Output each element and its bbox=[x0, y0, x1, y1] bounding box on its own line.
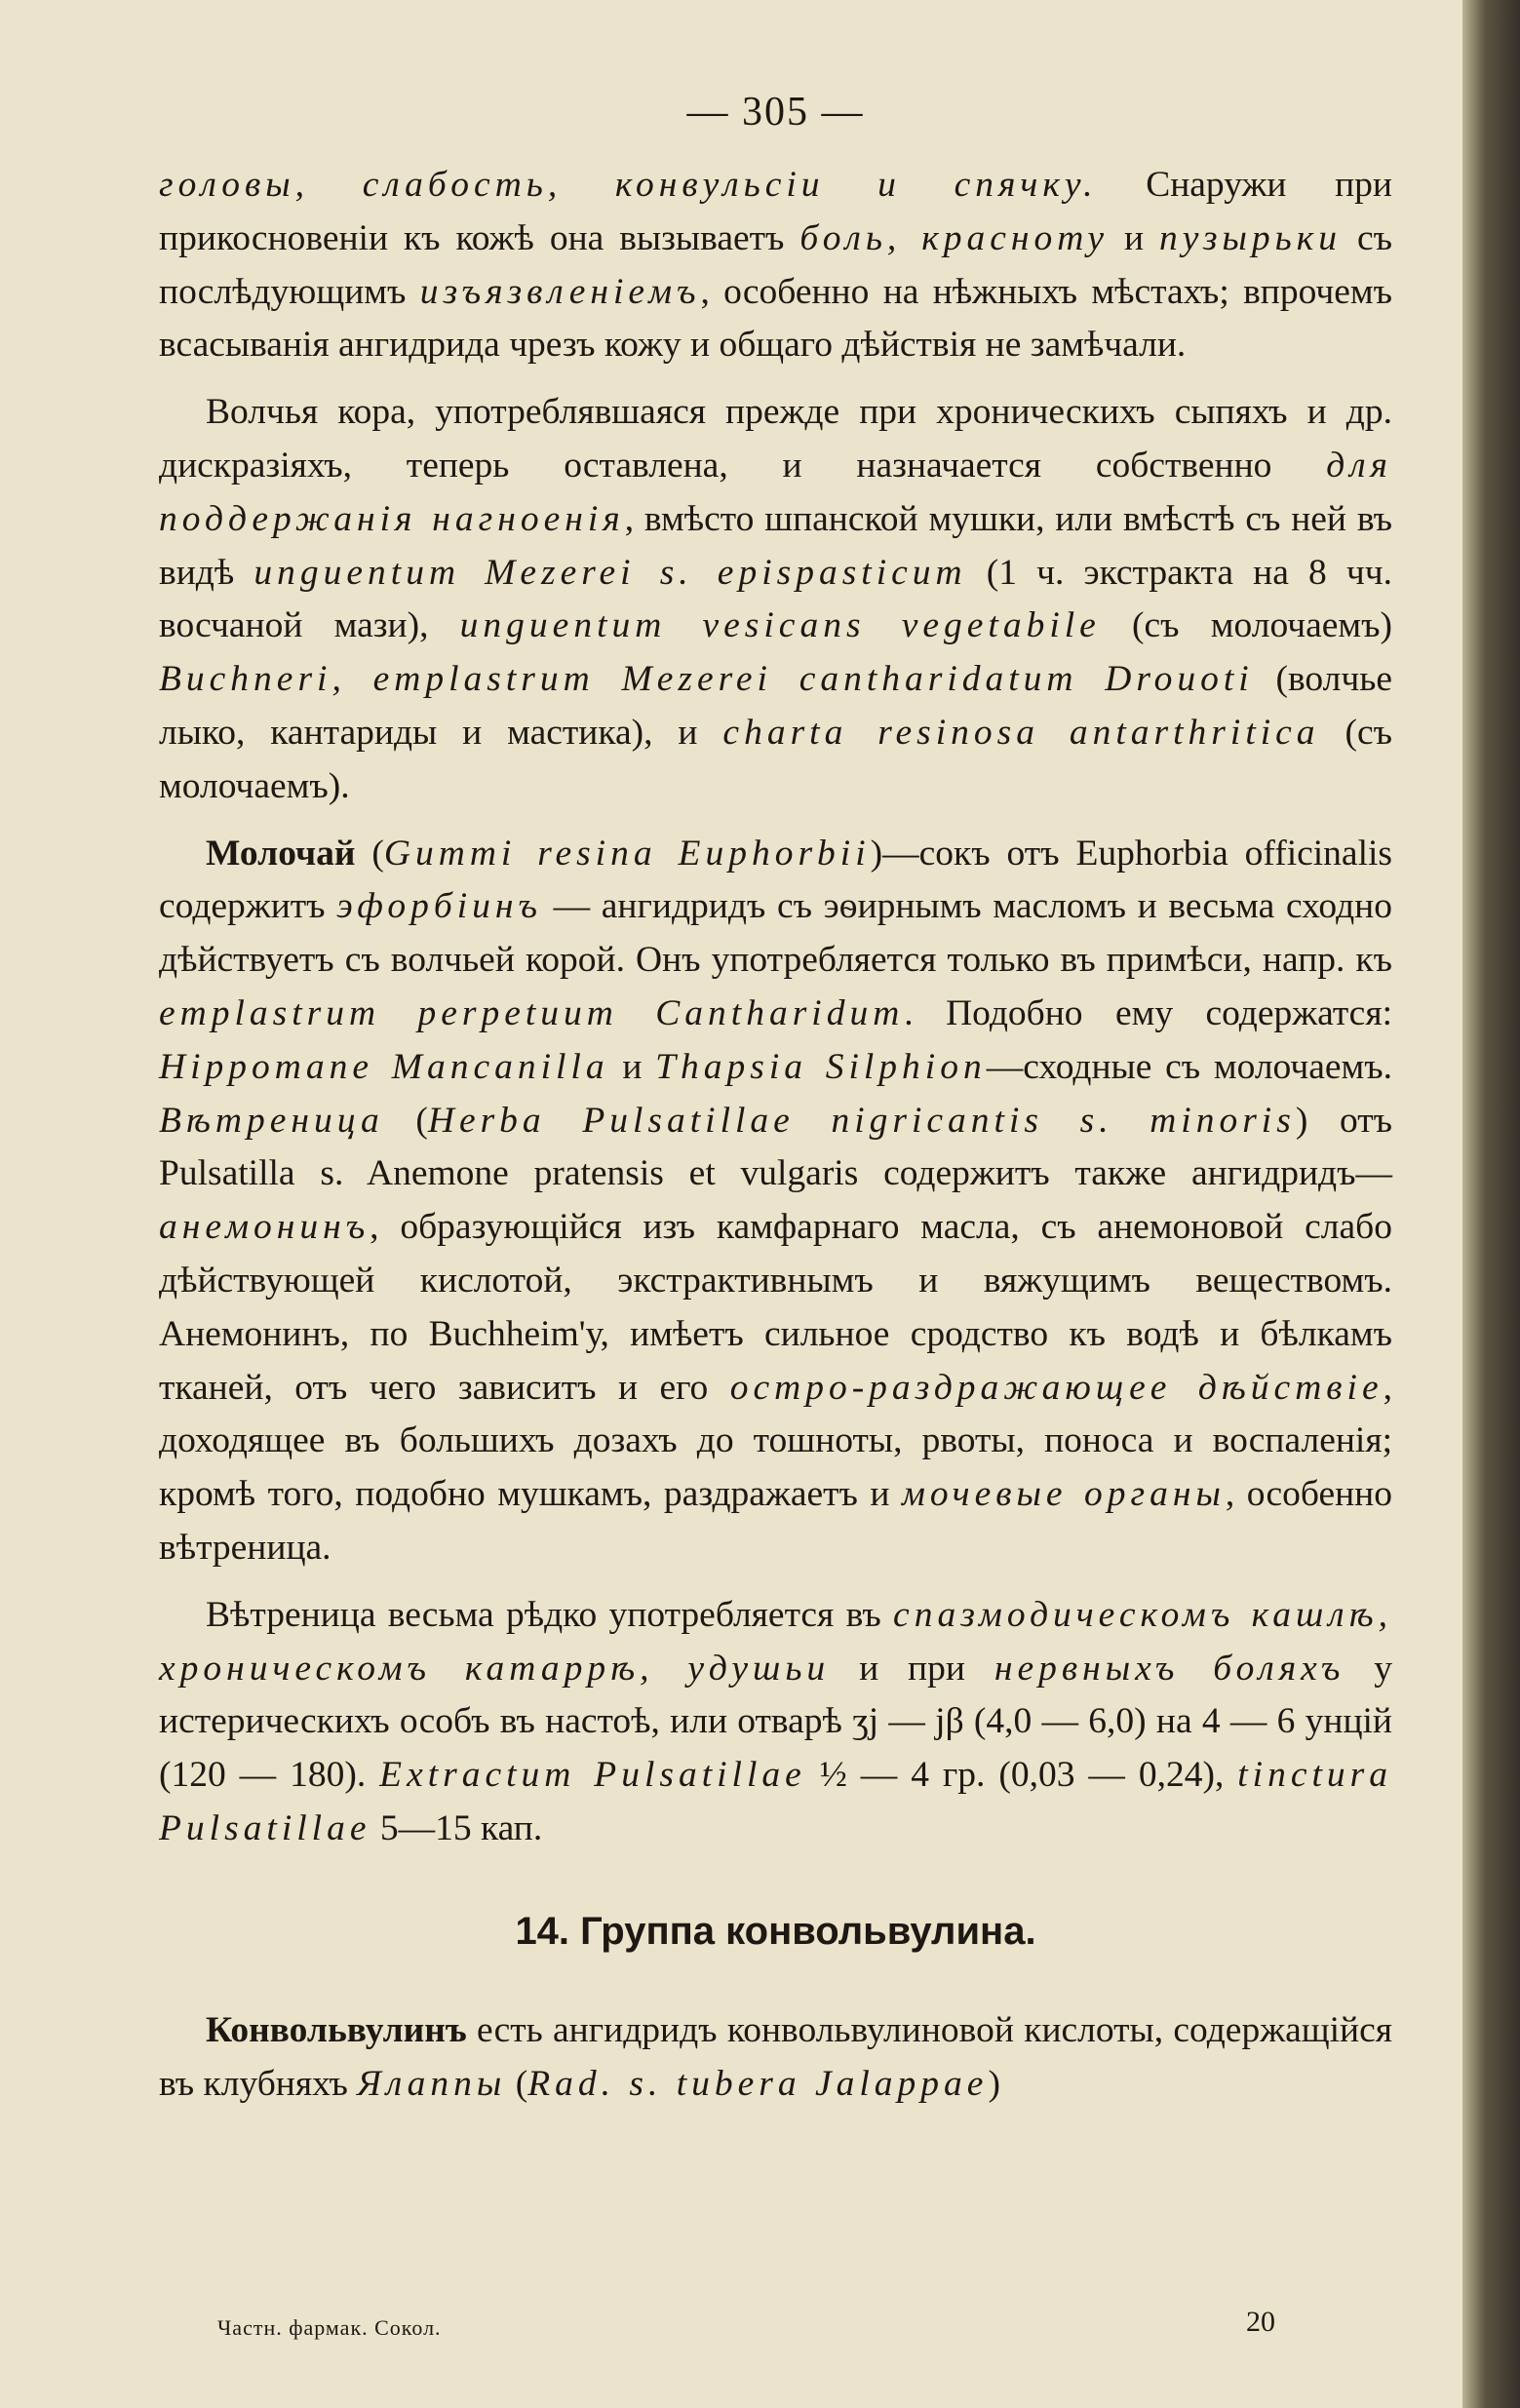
emphasized-term: charta resinosa antarthritica bbox=[722, 712, 1320, 753]
body-text bbox=[159, 159, 1392, 1856]
emphasized-term: нервныхъ боляхъ bbox=[994, 1648, 1345, 1689]
emphasized-term: Gummi resina Euphorbii bbox=[383, 833, 871, 874]
emphasized-term: мочевые органы bbox=[901, 1474, 1226, 1515]
text-run: 5—15 кап. bbox=[370, 1807, 543, 1848]
text-run: , вмѣсто шпанской мушки, или вмѣстѣ съ ней въ видѣ bbox=[159, 498, 1392, 593]
emphasized-term: спазмодическомъ кашлѣ, хроническомъ катаррѣ, удушьи bbox=[159, 1594, 1392, 1689]
text-run: , образующійся изъ камфарнаго масла, съ анемоновой слабо дѣйствующей кислотой, экстрактивнымъ и вяжущимъ веществомъ. Анемонинъ, по Buchheim'у, имѣетъ сильное сродство къ водѣ и бѣлкамъ тканей, отъ чего зависитъ и его bbox=[159, 1207, 1392, 1408]
emphasized-term: unguentum Mezerei s. epispasticum bbox=[253, 552, 967, 593]
text-run: есть ангидридъ конвольвулиновой кислоты, содержащійся въ клубняхъ bbox=[159, 2009, 1392, 2104]
emphasized-term: боль, красноту bbox=[799, 217, 1110, 258]
text-run: ( bbox=[383, 1100, 428, 1141]
emphasized-term: unguentum vesicans vegetabile bbox=[459, 605, 1101, 646]
paragraph bbox=[159, 828, 1392, 1575]
emphasized-term: emplastrum perpetuum Cantharidum bbox=[159, 992, 905, 1033]
emphasized-term: пузырьки bbox=[1158, 217, 1343, 258]
text-run: (съ молочаемъ) bbox=[1100, 605, 1392, 646]
emphasized-term: головы, слабость, конвульсіи и спячку. bbox=[159, 165, 1098, 205]
text-run: , особенно на нѣжныхъ мѣстахъ; впрочемъ всасыванія ангидрида чрезъ кожу и общаго дѣйствія не замѣчали. bbox=[159, 271, 1392, 366]
page-footer bbox=[159, 2306, 1392, 2345]
text-run: Снаружи при прикосновеніи къ кожѣ она вызываетъ bbox=[159, 165, 1392, 258]
text-run: Вѣтреница весьма рѣдко употребляется въ bbox=[206, 1594, 894, 1635]
text-run: и при bbox=[830, 1648, 994, 1689]
emphasized-term: Hippomane Mancanilla bbox=[159, 1046, 609, 1087]
bold-term: Молочай bbox=[206, 833, 356, 874]
paragraph bbox=[159, 1589, 1392, 1856]
sheet-number: 20 bbox=[1246, 2306, 1275, 2338]
text-run: (волчье лыко, кантариды и мастика), и bbox=[159, 659, 1392, 753]
emphasized-term: Thapsia Silphion bbox=[655, 1046, 987, 1087]
emphasized-term: анемонинъ bbox=[159, 1207, 370, 1248]
text-run: ) отъ Pulsatilla s. Anemone pratensis et vulgaris содержитъ также ангидридъ— bbox=[159, 1100, 1392, 1194]
text-run: и bbox=[608, 1046, 656, 1087]
text-run: ½ — 4 гр. (0,03 — 0,24), bbox=[805, 1755, 1238, 1796]
emphasized-term: Ялаппы bbox=[357, 2063, 507, 2104]
emphasized-term: Herba Pulsatillae nigricantis s. minoris bbox=[427, 1100, 1296, 1141]
text-run: (1 ч. экстракта на 8 чч. восчаной мази), bbox=[159, 552, 1393, 646]
emphasized-term: Вѣтреница bbox=[159, 1100, 384, 1141]
text-run: ) bbox=[988, 2063, 1000, 2104]
emphasized-term: изъязвленіемъ bbox=[419, 271, 701, 312]
text-run: )—сокъ отъ Euphorbia officinalis содержитъ bbox=[159, 833, 1392, 927]
last-paragraph-container bbox=[159, 2004, 1392, 2112]
text-run: ( bbox=[506, 2063, 528, 2104]
text-run: ( bbox=[355, 833, 384, 874]
bold-term: Конвольвулинъ bbox=[206, 2009, 467, 2050]
book-edge-shadow bbox=[1462, 0, 1520, 2408]
printer-signature: Частн. фармак. Сокол. bbox=[217, 2315, 442, 2340]
text-run: . Подобно ему содержатся: bbox=[904, 992, 1392, 1033]
text-run: съ послѣдующимъ bbox=[159, 217, 1392, 312]
paragraph bbox=[159, 159, 1392, 372]
emphasized-term: эфорбіинъ bbox=[336, 886, 542, 927]
page-header: — 305 — bbox=[686, 90, 865, 135]
text-run: (съ молочаемъ). bbox=[159, 712, 1392, 806]
paragraph bbox=[159, 2004, 1392, 2112]
emphasized-term: tinctura Pulsatillae bbox=[159, 1755, 1392, 1848]
emphasized-term: Buchneri, emplastrum Mezerei cantharidatum Drouoti bbox=[159, 659, 1254, 700]
text-run: , доходящее въ большихъ дозахъ до тошноты, рвоты, поноса и воспаленія; кромѣ того, подобно мушкамъ, раздражаетъ и bbox=[159, 1367, 1392, 1515]
emphasized-term: Extractum Pulsatillae bbox=[379, 1755, 806, 1796]
text-run: у истерическихъ особъ въ настоѣ, или отварѣ ʒj — jβ (4,0 — 6,0) на 4 — 6 унцій (120 — 180). bbox=[159, 1648, 1393, 1796]
text-run: — ангидридъ съ эѳирнымъ масломъ и весьма сходно дѣйствуетъ съ волчьей корой. Онъ употребляется только въ примѣси, напр. къ bbox=[159, 886, 1392, 981]
emphasized-term: остро-раздражающее дѣйствіе bbox=[729, 1367, 1384, 1408]
section-heading: 14. Группа конвольвулина. bbox=[515, 1909, 1036, 1953]
text-run: —сходные съ молочаемъ. bbox=[986, 1046, 1392, 1087]
emphasized-term: Rad. s. tubera Jalappae bbox=[527, 2063, 989, 2104]
page-content bbox=[159, 83, 1393, 2340]
text-run: и bbox=[1109, 217, 1159, 258]
text-run: Волчья кора, употреблявшаяся прежде при хроническихъ сыпяхъ и др. дискразіяхъ, теперь оставлена, и назначается собственно bbox=[159, 392, 1392, 485]
paragraph bbox=[159, 386, 1392, 813]
emphasized-term: для поддержанія нагноенія bbox=[159, 445, 1392, 539]
text-run: , особенно вѣтреница. bbox=[159, 1474, 1392, 1568]
